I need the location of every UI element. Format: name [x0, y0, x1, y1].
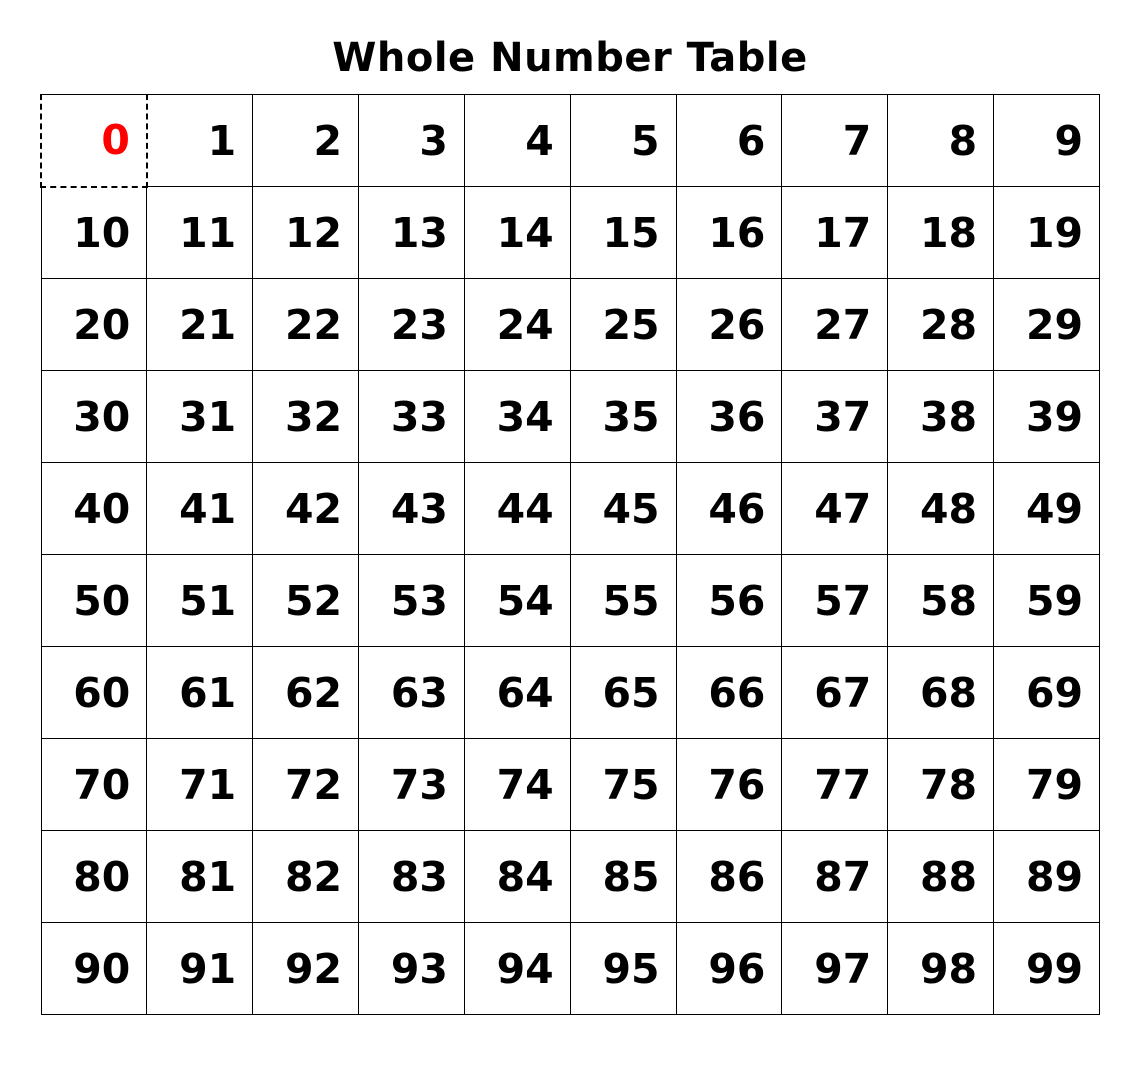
table-cell-31[interactable]: 31	[147, 371, 253, 463]
table-cell-9[interactable]: 9	[994, 95, 1100, 187]
table-cell-42[interactable]: 42	[253, 463, 359, 555]
number-table	[40, 94, 1100, 1015]
table-cell-81[interactable]: 81	[147, 831, 253, 923]
table-cell-8[interactable]: 8	[888, 95, 994, 187]
table-row	[41, 831, 1100, 923]
table-cell-77[interactable]: 77	[782, 739, 888, 831]
table-cell-84[interactable]: 84	[464, 831, 570, 923]
table-cell-93[interactable]: 93	[359, 923, 465, 1015]
table-cell-95[interactable]: 95	[570, 923, 676, 1015]
table-cell-38[interactable]: 38	[888, 371, 994, 463]
table-cell-37[interactable]: 37	[782, 371, 888, 463]
table-cell-89[interactable]: 89	[994, 831, 1100, 923]
table-cell-69[interactable]: 69	[994, 647, 1100, 739]
table-cell-10[interactable]: 10	[41, 187, 147, 279]
table-row	[41, 555, 1100, 647]
table-cell-96[interactable]: 96	[676, 923, 782, 1015]
table-cell-35[interactable]: 35	[570, 371, 676, 463]
table-cell-90[interactable]: 90	[41, 923, 147, 1015]
table-cell-46[interactable]: 46	[676, 463, 782, 555]
table-cell-87[interactable]: 87	[782, 831, 888, 923]
table-cell-98[interactable]: 98	[888, 923, 994, 1015]
table-cell-26[interactable]: 26	[676, 279, 782, 371]
table-cell-0[interactable]: 0	[41, 95, 147, 187]
table-cell-75[interactable]: 75	[570, 739, 676, 831]
table-cell-49[interactable]: 49	[994, 463, 1100, 555]
table-cell-3[interactable]: 3	[359, 95, 465, 187]
table-cell-66[interactable]: 66	[676, 647, 782, 739]
table-cell-27[interactable]: 27	[782, 279, 888, 371]
table-cell-56[interactable]: 56	[676, 555, 782, 647]
table-cell-32[interactable]: 32	[253, 371, 359, 463]
table-row	[41, 187, 1100, 279]
table-cell-78[interactable]: 78	[888, 739, 994, 831]
table-cell-59[interactable]: 59	[994, 555, 1100, 647]
table-cell-83[interactable]: 83	[359, 831, 465, 923]
table-cell-36[interactable]: 36	[676, 371, 782, 463]
table-cell-68[interactable]: 68	[888, 647, 994, 739]
table-cell-24[interactable]: 24	[464, 279, 570, 371]
table-cell-15[interactable]: 15	[570, 187, 676, 279]
table-row	[41, 647, 1100, 739]
table-cell-25[interactable]: 25	[570, 279, 676, 371]
table-cell-97[interactable]: 97	[782, 923, 888, 1015]
table-cell-70[interactable]: 70	[41, 739, 147, 831]
table-cell-52[interactable]: 52	[253, 555, 359, 647]
table-cell-5[interactable]: 5	[570, 95, 676, 187]
table-cell-22[interactable]: 22	[253, 279, 359, 371]
table-cell-6[interactable]: 6	[676, 95, 782, 187]
table-row	[41, 739, 1100, 831]
page-title: Whole Number Table	[332, 35, 808, 81]
table-cell-86[interactable]: 86	[676, 831, 782, 923]
table-cell-29[interactable]: 29	[994, 279, 1100, 371]
table-cell-43[interactable]: 43	[359, 463, 465, 555]
table-row	[41, 463, 1100, 555]
table-cell-76[interactable]: 76	[676, 739, 782, 831]
table-row	[41, 371, 1100, 463]
table-cell-13[interactable]: 13	[359, 187, 465, 279]
table-cell-7[interactable]: 7	[782, 95, 888, 187]
table-cell-17[interactable]: 17	[782, 187, 888, 279]
table-cell-18[interactable]: 18	[888, 187, 994, 279]
table-cell-63[interactable]: 63	[359, 647, 465, 739]
table-cell-73[interactable]: 73	[359, 739, 465, 831]
table-cell-44[interactable]: 44	[464, 463, 570, 555]
table-cell-2[interactable]: 2	[253, 95, 359, 187]
table-cell-54[interactable]: 54	[464, 555, 570, 647]
table-cell-50[interactable]: 50	[41, 555, 147, 647]
table-cell-33[interactable]: 33	[359, 371, 465, 463]
table-cell-51[interactable]: 51	[147, 555, 253, 647]
table-cell-19[interactable]: 19	[994, 187, 1100, 279]
table-cell-16[interactable]: 16	[676, 187, 782, 279]
table-cell-23[interactable]: 23	[359, 279, 465, 371]
table-cell-55[interactable]: 55	[570, 555, 676, 647]
table-cell-60[interactable]: 60	[41, 647, 147, 739]
table-cell-21[interactable]: 21	[147, 279, 253, 371]
table-cell-92[interactable]: 92	[253, 923, 359, 1015]
table-cell-34[interactable]: 34	[464, 371, 570, 463]
table-cell-30[interactable]: 30	[41, 371, 147, 463]
table-cell-91[interactable]: 91	[147, 923, 253, 1015]
table-cell-65[interactable]: 65	[570, 647, 676, 739]
table-cell-39[interactable]: 39	[994, 371, 1100, 463]
table-cell-41[interactable]: 41	[147, 463, 253, 555]
table-cell-71[interactable]: 71	[147, 739, 253, 831]
table-cell-80[interactable]: 80	[41, 831, 147, 923]
table-cell-20[interactable]: 20	[41, 279, 147, 371]
table-cell-62[interactable]: 62	[253, 647, 359, 739]
table-cell-64[interactable]: 64	[464, 647, 570, 739]
table-row	[41, 923, 1100, 1015]
table-cell-45[interactable]: 45	[570, 463, 676, 555]
table-cell-4[interactable]: 4	[464, 95, 570, 187]
table-row	[41, 95, 1100, 187]
table-cell-94[interactable]: 94	[464, 923, 570, 1015]
table-cell-47[interactable]: 47	[782, 463, 888, 555]
table-cell-82[interactable]: 82	[253, 831, 359, 923]
table-cell-1[interactable]: 1	[147, 95, 253, 187]
table-cell-67[interactable]: 67	[782, 647, 888, 739]
table-cell-53[interactable]: 53	[359, 555, 465, 647]
table-cell-11[interactable]: 11	[147, 187, 253, 279]
table-cell-14[interactable]: 14	[464, 187, 570, 279]
table-cell-48[interactable]: 48	[888, 463, 994, 555]
table-cell-74[interactable]: 74	[464, 739, 570, 831]
table-cell-28[interactable]: 28	[888, 279, 994, 371]
table-cell-85[interactable]: 85	[570, 831, 676, 923]
table-row	[41, 279, 1100, 371]
table-cell-88[interactable]: 88	[888, 831, 994, 923]
table-cell-57[interactable]: 57	[782, 555, 888, 647]
table-cell-61[interactable]: 61	[147, 647, 253, 739]
table-cell-58[interactable]: 58	[888, 555, 994, 647]
table-cell-12[interactable]: 12	[253, 187, 359, 279]
table-cell-99[interactable]: 99	[994, 923, 1100, 1015]
table-cell-40[interactable]: 40	[41, 463, 147, 555]
number-table-container	[40, 94, 1100, 1015]
table-cell-79[interactable]: 79	[994, 739, 1100, 831]
table-cell-72[interactable]: 72	[253, 739, 359, 831]
